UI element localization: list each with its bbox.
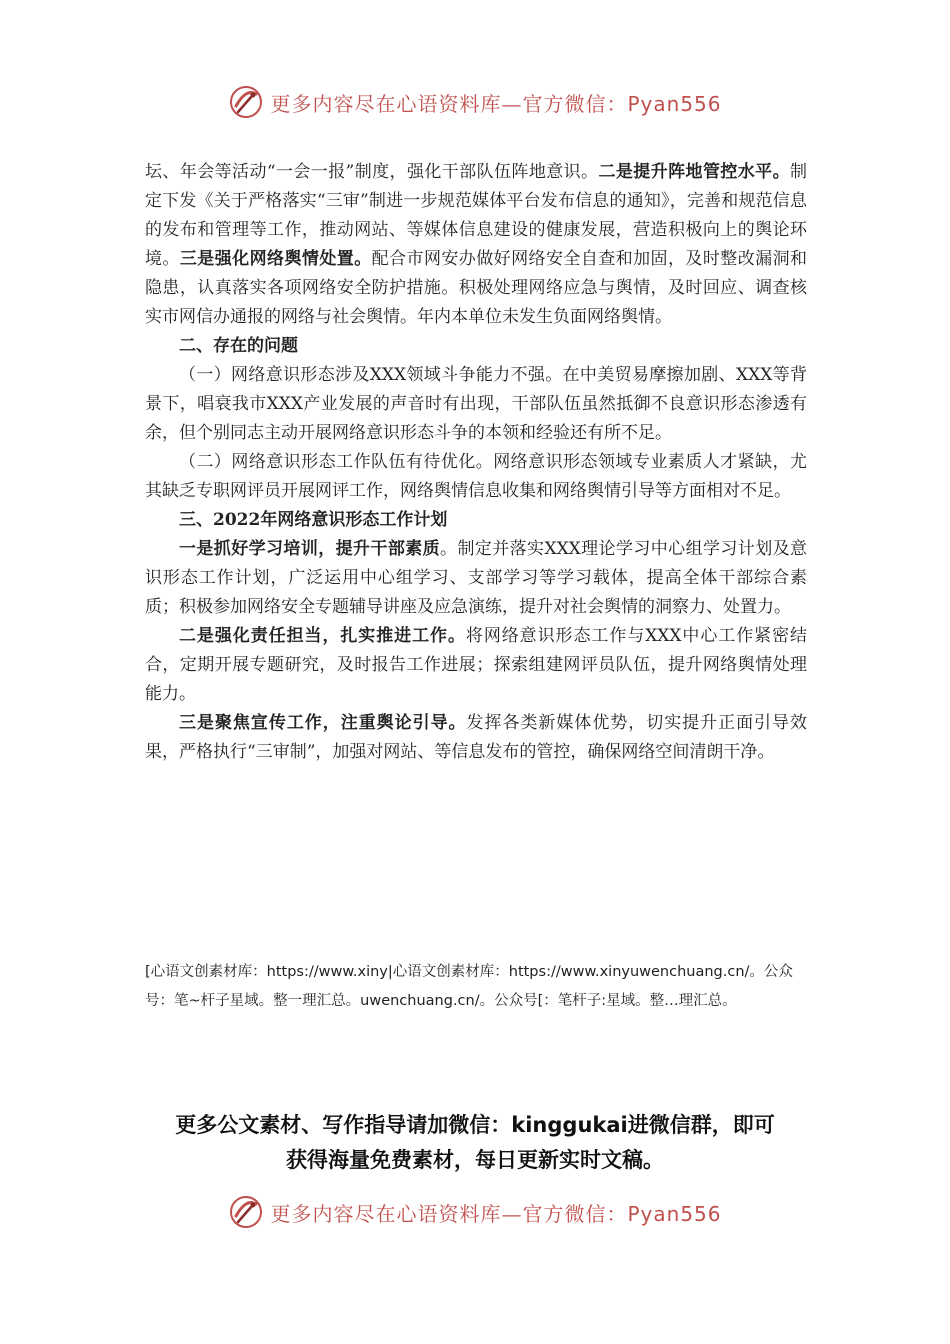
- promo-line-1: 更多公文素材、写作指导请加微信：kinggukai进微信群，即可: [175, 1113, 775, 1137]
- footer-banner: [0, 1190, 950, 1234]
- section-heading-plan: 三、2022年网络意识形态工作计划: [179, 510, 448, 530]
- promo-line-2: 获得海量免费素材，每日更新实时文稿。: [286, 1148, 664, 1172]
- paragraph-problem-2: （二）网络意识形态工作队伍有待优化。网络意识形态领域专业素质人才紧缺，尤其缺乏专职网评员开展网评工作，网络舆情信息收集和网络舆情引导等方面相对不足。: [145, 452, 807, 501]
- paragraph-plan-3: 三是聚焦宣传工作，注重舆论引导。发挥各类新媒体优势，切实提升正面引导效果，严格执行“三审制”，加强对网站、等信息发布的管控，确保网络空间清朗干净。: [145, 713, 808, 762]
- banner-text: 更多内容尽在心语资料库—官方微信：Pyan556: [270, 1201, 722, 1226]
- paragraph-plan-2: 二是强化责任担当，扎实推进工作。将网络意识形态工作与XXX中心工作紧密结合，定期开展专题研究，及时报告工作进展；探索组建网评员队伍，提升网络舆情处理能力。: [145, 626, 808, 704]
- document-body: [145, 158, 807, 767]
- references-text: [心语文创素材库：https://www.xiny|心语文创素材库：https://www.xinyuwenchuang.cn/。公众号：笔~杆子星域。整一理汇总。uwenchuang.cn/。公众号[：笔杆子:星域。整…理汇总。: [145, 964, 793, 1009]
- section-heading-problems: 二、存在的问题: [179, 336, 298, 356]
- brand-logo-icon: [228, 1194, 264, 1230]
- header-banner: [0, 80, 950, 124]
- promo-notice: [130, 1108, 820, 1178]
- brand-logo-icon: [228, 84, 264, 120]
- banner-text: 更多内容尽在心语资料库—官方微信：Pyan556: [270, 91, 722, 116]
- banner-wechat-id: Pyan556: [627, 1201, 722, 1226]
- paragraph-problem-1: （一）网络意识形态涉及XXX领域斗争能力不强。在中美贸易摩擦加剧、XXX等背景下，唱衰我市XXX产业发展的声音时有出现，干部队伍虽然抵御不良意识形态渗透有余，但个别同志主动开展网络意识形态斗争的本领和经验还有所不足。: [145, 365, 807, 443]
- paragraph-plan-1: 一是抓好学习培训，提升干部素质。制定并落实XXX理论学习中心组学习计划及意识形态工作计划，广泛运用中心组学习、支部学习等学习载体，提高全体干部综合素质；积极参加网络安全专题辅导讲座及应急演练，提升对社会舆情的洞察力、处置力。: [145, 539, 808, 617]
- paragraph-1: 坛、年会等活动“一会一报”制度，强化干部队伍阵地意识。二是提升阵地管控水平。制定下发《关于严格落实“三审”制进一步规范媒体平台发布信息的通知》，完善和规范信息的发布和管理等工作，推动网站、等媒体信息建设的健康发展，营造积极向上的舆论环境。三是强化网络舆情处置。配合市网安办做好网络安全自查和加固，及时整改漏洞和隐患，认真落实各项网络安全防护措施。积极处理网络应急与舆情，及时回应、调查核实市网信办通报的网络与社会舆情。年内本单位未发生负面网络舆情。: [145, 162, 808, 327]
- source-references: [145, 958, 807, 1016]
- banner-wechat-id: Pyan556: [627, 91, 722, 116]
